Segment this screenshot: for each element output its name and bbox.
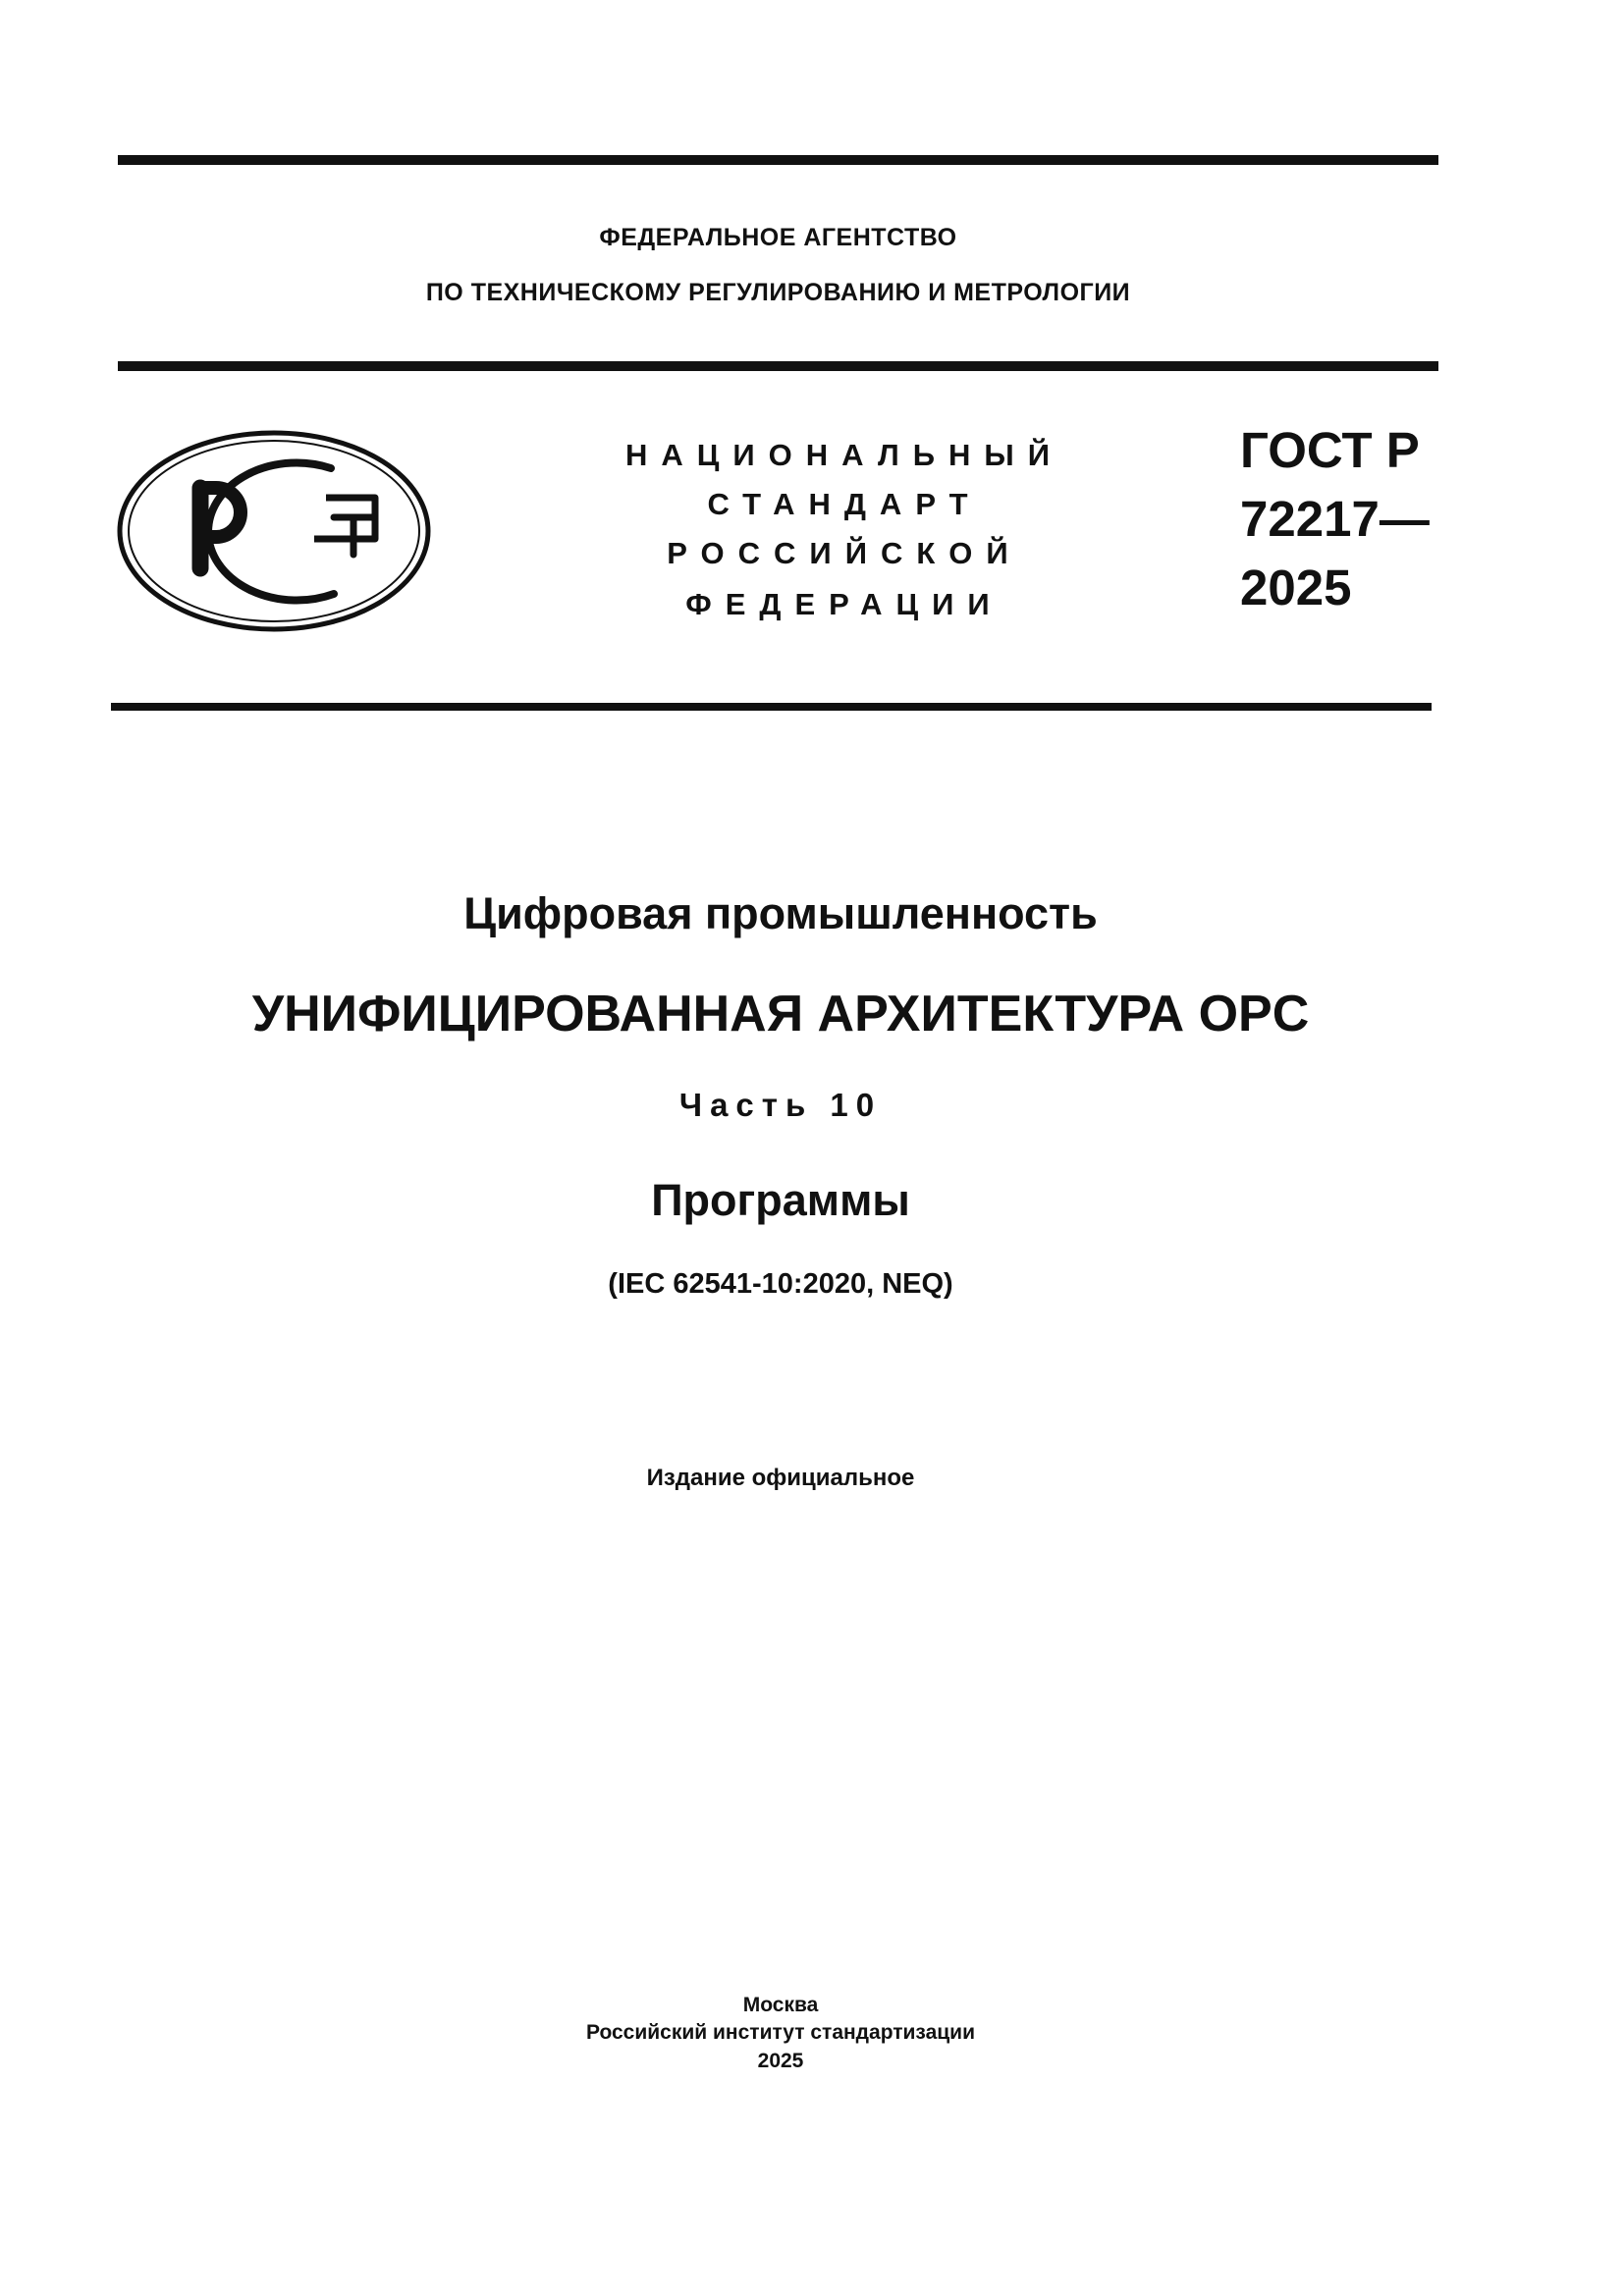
agency-bottom-rule: [118, 361, 1438, 371]
document-part: Часть 10: [678, 1087, 883, 1123]
publisher-city: Москва: [742, 1994, 819, 2016]
agency-line-2: ПО ТЕХНИЧЕСКОМУ РЕГУЛИРОВАНИЮ И МЕТРОЛОГИИ: [425, 279, 1131, 306]
standard-label-line-1: НАЦИОНАЛЬНЫЙ: [624, 438, 1064, 472]
header-bottom-rule: [111, 703, 1432, 711]
top-rule: [118, 155, 1438, 165]
document-title: УНИФИЦИРОВАННАЯ АРХИТЕКТУРА OPC: [251, 986, 1310, 1042]
publication-year: 2025: [757, 2050, 804, 2072]
document-subtitle: Цифровая промышленность: [463, 888, 1098, 938]
official-edition-label: Издание официальное: [646, 1465, 915, 1491]
designation-line-1: ГОСТ Р: [1240, 422, 1420, 478]
standard-label-line-2: СТАНДАРТ: [707, 487, 982, 521]
designation-line-3: 2025: [1240, 560, 1352, 615]
rst-logo-icon: [116, 429, 432, 633]
agency-line-1: ФЕДЕРАЛЬНОЕ АГЕНТСТВО: [599, 224, 957, 251]
standard-label-line-4: ФЕДЕРАЦИИ: [685, 587, 1003, 621]
designation-line-2: 72217—: [1240, 491, 1430, 547]
international-reference: (IEC 62541-10:2020, NEQ): [608, 1268, 953, 1300]
document-part-title: Программы: [651, 1175, 910, 1225]
standard-label-line-3: РОССИЙСКОЙ: [667, 536, 1022, 570]
publisher-name: Российский институт стандартизации: [585, 2021, 976, 2044]
